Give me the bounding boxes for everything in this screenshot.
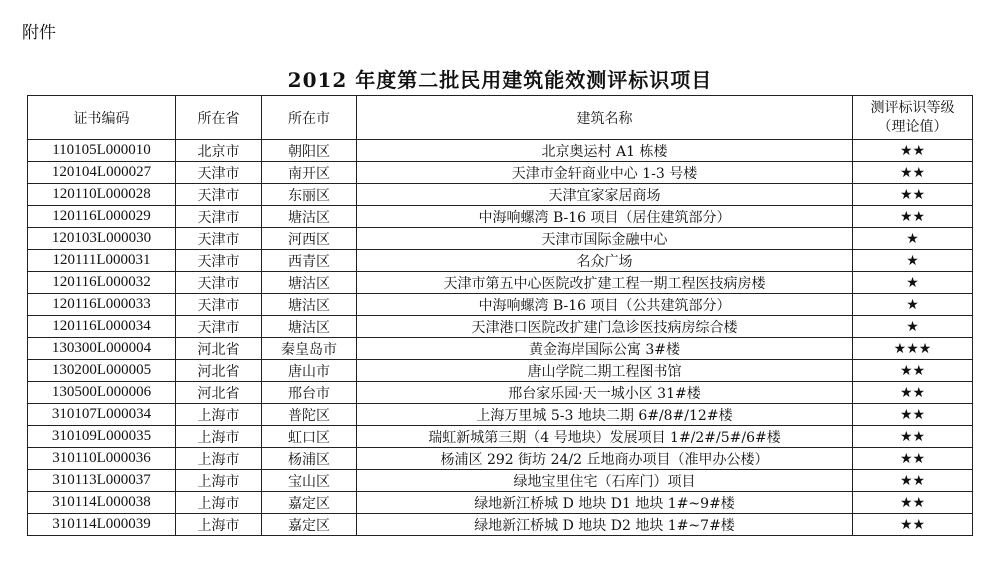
rating-stars-cell: ★★ — [853, 162, 973, 184]
building-name-cell: 天津市金轩商业中心 1-3 号楼 — [357, 162, 853, 184]
city-cell: 塘沽区 — [262, 206, 357, 228]
building-name-cell: 瑞虹新城第三期（4 号地块）发展项目 1#/2#/5#/6#楼 — [357, 426, 853, 448]
table-row — [28, 140, 973, 162]
project-table — [27, 95, 973, 536]
table-row — [28, 382, 973, 404]
certificate-code-cell: 120116L000032 — [28, 272, 176, 294]
province-cell: 河北省 — [176, 382, 262, 404]
province-cell: 河北省 — [176, 360, 262, 382]
header-province: 所在省 — [176, 96, 262, 140]
rating-stars-cell: ★★ — [853, 448, 973, 470]
city-cell: 秦皇岛市 — [262, 338, 357, 360]
rating-stars-cell: ★★ — [853, 206, 973, 228]
table-row — [28, 448, 973, 470]
building-name-cell: 上海万里城 5-3 地块二期 6#/8#/12#楼 — [357, 404, 853, 426]
table-row — [28, 206, 973, 228]
attachment-label: 附件 — [22, 23, 56, 43]
building-name-cell: 杨浦区 292 街坊 24/2 丘地商办项目（准甲办公楼） — [357, 448, 853, 470]
certificate-code-cell: 310114L000038 — [28, 492, 176, 514]
city-cell: 塘沽区 — [262, 294, 357, 316]
building-name-cell: 天津市第五中心医院改扩建工程一期工程医技病房楼 — [357, 272, 853, 294]
table-row — [28, 294, 973, 316]
certificate-code-cell: 120110L000028 — [28, 184, 176, 206]
header-row — [28, 96, 973, 140]
province-cell: 天津市 — [176, 206, 262, 228]
table-row — [28, 162, 973, 184]
province-cell: 天津市 — [176, 184, 262, 206]
city-cell: 虹口区 — [262, 426, 357, 448]
rating-stars-cell: ★ — [853, 294, 973, 316]
certificate-code-cell: 110105L000010 — [28, 140, 176, 162]
building-name-cell: 绿地宝里住宅（石库门）项目 — [357, 470, 853, 492]
header-level-line1: 测评标识等级 — [870, 99, 955, 116]
province-cell: 上海市 — [176, 404, 262, 426]
certificate-code-cell: 120116L000033 — [28, 294, 176, 316]
city-cell: 塘沽区 — [262, 272, 357, 294]
table-row — [28, 404, 973, 426]
rating-stars-cell: ★★ — [853, 426, 973, 448]
header-code: 证书编码 — [28, 96, 176, 140]
province-cell: 上海市 — [176, 448, 262, 470]
province-cell: 上海市 — [176, 514, 262, 536]
table-row — [28, 338, 973, 360]
certificate-code-cell: 310110L000036 — [28, 448, 176, 470]
building-name-cell: 邢台家乐园·天一城小区 31#楼 — [357, 382, 853, 404]
province-cell: 上海市 — [176, 426, 262, 448]
rating-stars-cell: ★★ — [853, 470, 973, 492]
rating-stars-cell: ★★ — [853, 404, 973, 426]
table-row — [28, 316, 973, 338]
certificate-code-cell: 120116L000034 — [28, 316, 176, 338]
certificate-code-cell: 310109L000035 — [28, 426, 176, 448]
certificate-code-cell: 120104L000027 — [28, 162, 176, 184]
province-cell: 河北省 — [176, 338, 262, 360]
city-cell: 塘沽区 — [262, 316, 357, 338]
province-cell: 天津市 — [176, 272, 262, 294]
certificate-code-cell: 130200L000005 — [28, 360, 176, 382]
building-name-cell: 绿地新江桥城 D 地块 D1 地块 1#~9#楼 — [357, 492, 853, 514]
header-building-name: 建筑名称 — [357, 96, 853, 140]
certificate-code-cell: 310107L000034 — [28, 404, 176, 426]
rating-stars-cell: ★ — [853, 272, 973, 294]
city-cell: 嘉定区 — [262, 492, 357, 514]
rating-stars-cell: ★★ — [853, 514, 973, 536]
table-row — [28, 250, 973, 272]
rating-stars-cell: ★★ — [853, 140, 973, 162]
city-cell: 唐山市 — [262, 360, 357, 382]
certificate-code-cell: 310114L000039 — [28, 514, 176, 536]
rating-stars-cell: ★★★ — [853, 338, 973, 360]
city-cell: 南开区 — [262, 162, 357, 184]
province-cell: 天津市 — [176, 228, 262, 250]
building-name-cell: 黄金海岸国际公寓 3#楼 — [357, 338, 853, 360]
table-row — [28, 470, 973, 492]
province-cell: 北京市 — [176, 140, 262, 162]
header-level — [853, 96, 973, 140]
province-cell: 天津市 — [176, 250, 262, 272]
table-row — [28, 228, 973, 250]
certificate-code-cell: 130500L000006 — [28, 382, 176, 404]
city-cell: 朝阳区 — [262, 140, 357, 162]
table-row — [28, 360, 973, 382]
table-row — [28, 514, 973, 536]
building-name-cell: 北京奥运村 A1 栋楼 — [357, 140, 853, 162]
rating-stars-cell: ★★ — [853, 382, 973, 404]
header-level-line2: （理论值） — [877, 118, 948, 135]
certificate-code-cell: 120103L000030 — [28, 228, 176, 250]
rating-stars-cell: ★★ — [853, 184, 973, 206]
building-name-cell: 中海响螺湾 B-16 项目（公共建筑部分） — [357, 294, 853, 316]
city-cell: 河西区 — [262, 228, 357, 250]
city-cell: 宝山区 — [262, 470, 357, 492]
rating-stars-cell: ★ — [853, 228, 973, 250]
certificate-code-cell: 130300L000004 — [28, 338, 176, 360]
province-cell: 天津市 — [176, 294, 262, 316]
building-name-cell: 天津港口医院改扩建门急诊医技病房综合楼 — [357, 316, 853, 338]
city-cell: 邢台市 — [262, 382, 357, 404]
document-title: 2012 年度第二批民用建筑能效测评标识项目 — [287, 68, 713, 92]
header-city: 所在市 — [262, 96, 357, 140]
building-name-cell: 天津市国际金融中心 — [357, 228, 853, 250]
city-cell: 嘉定区 — [262, 514, 357, 536]
certificate-code-cell: 120111L000031 — [28, 250, 176, 272]
province-cell: 上海市 — [176, 470, 262, 492]
table-row — [28, 426, 973, 448]
table-row — [28, 184, 973, 206]
building-name-cell: 中海响螺湾 B-16 项目（居住建筑部分） — [357, 206, 853, 228]
city-cell: 西青区 — [262, 250, 357, 272]
city-cell: 普陀区 — [262, 404, 357, 426]
building-name-cell: 名众广场 — [357, 250, 853, 272]
certificate-code-cell: 310113L000037 — [28, 470, 176, 492]
city-cell: 东丽区 — [262, 184, 357, 206]
rating-stars-cell: ★★ — [853, 492, 973, 514]
building-name-cell: 绿地新江桥城 D 地块 D2 地块 1#~7#楼 — [357, 514, 853, 536]
province-cell: 天津市 — [176, 162, 262, 184]
building-name-cell: 天津宜家家居商场 — [357, 184, 853, 206]
rating-stars-cell: ★ — [853, 250, 973, 272]
province-cell: 上海市 — [176, 492, 262, 514]
table-row — [28, 492, 973, 514]
rating-stars-cell: ★ — [853, 316, 973, 338]
building-name-cell: 唐山学院二期工程图书馆 — [357, 360, 853, 382]
rating-stars-cell: ★★ — [853, 360, 973, 382]
province-cell: 天津市 — [176, 316, 262, 338]
city-cell: 杨浦区 — [262, 448, 357, 470]
certificate-code-cell: 120116L000029 — [28, 206, 176, 228]
table-row — [28, 272, 973, 294]
